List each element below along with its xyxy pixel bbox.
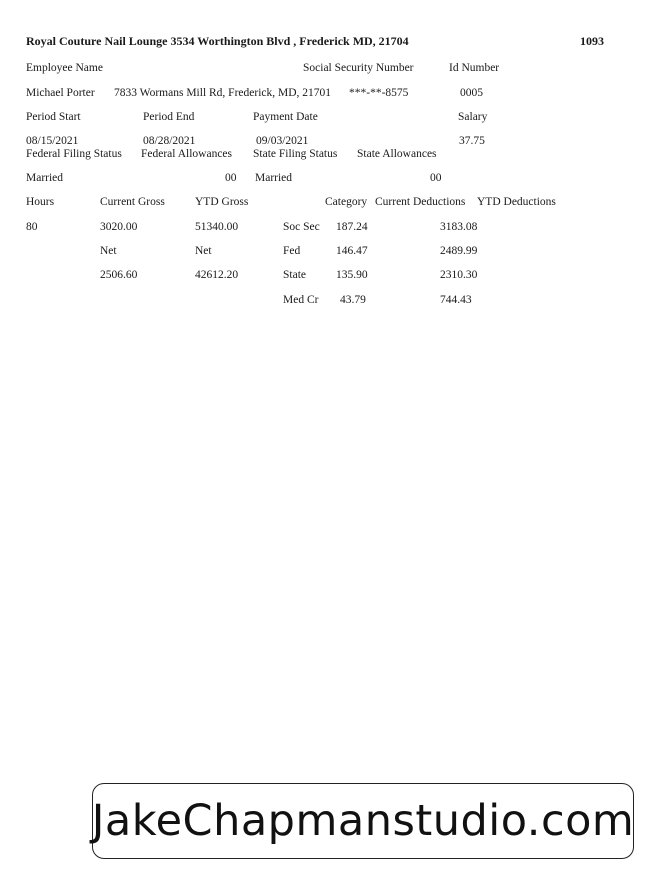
ytd-gross-value: 51340.00 [195,221,239,233]
employee-id: 0005 [460,87,483,99]
federal-filing-status-label: Federal Filing Status [26,148,122,160]
employee-address: 7833 Wormans Mill Rd, Frederick, MD, 21701 [114,87,332,99]
employee-ssn: ***-**-8575 [349,87,409,99]
employee-name-label: Employee Name [26,62,103,74]
ytd-gross-label: YTD Gross [195,196,249,208]
deduction-ytd: 2489.99 [440,245,478,257]
hours-label: Hours [26,196,55,208]
deduction-current: 135.90 [336,269,368,281]
period-start-label: Period Start [26,111,81,123]
state-allowances: 00 [430,172,442,184]
current-gross-label: Current Gross [100,196,165,208]
federal-allowances: 00 [225,172,237,184]
period-end-label: Period End [143,111,195,123]
deduction-current: 43.79 [340,294,366,306]
ytd-deductions-label: YTD Deductions [477,196,556,208]
ssn-label: Social Security Number [303,62,414,74]
id-number-label: Id Number [449,62,500,74]
salary-value: 37.75 [459,135,485,147]
current-gross-value: 3020.00 [100,221,138,233]
federal-filing-status: Married [26,172,64,184]
period-start: 08/15/2021 [26,135,79,147]
net-label-current: Net [100,245,117,257]
check-number: 1093 [580,34,604,48]
federal-allowances-label: Federal Allowances [141,148,233,160]
deduction-current: 187.24 [336,221,368,233]
watermark-box [92,783,634,859]
hours-value: 80 [26,221,38,233]
net-label-ytd: Net [195,245,212,257]
deduction-category: State [283,269,306,281]
company-name-address: Royal Couture Nail Lounge 3534 Worthington Blvd , Frederick MD, 21704 [26,34,409,48]
watermark-text: JakeChapmanstudio.com [91,796,635,846]
period-end: 08/28/2021 [143,135,196,147]
salary-label: Salary [458,111,488,123]
ytd-net-value: 42612.20 [195,269,239,281]
deduction-ytd: 2310.30 [440,269,478,281]
state-filing-status-label: State Filing Status [253,148,338,160]
state-filing-status: Married [255,172,293,184]
employee-name: Michael Porter [26,87,95,99]
deduction-category: Fed [283,245,301,257]
deduction-category: Med Cr [283,294,319,306]
payment-date-label: Payment Date [253,111,318,123]
state-allowances-label: State Allowances [357,148,437,160]
payment-date: 09/03/2021 [256,135,309,147]
deduction-current: 146.47 [336,245,368,257]
current-deductions-label: Current Deductions [375,196,466,208]
deduction-category: Soc Sec [283,221,320,233]
deduction-ytd: 3183.08 [440,221,478,233]
deduction-ytd: 744.43 [440,294,472,306]
category-label: Category [325,196,368,208]
current-net-value: 2506.60 [100,269,138,281]
